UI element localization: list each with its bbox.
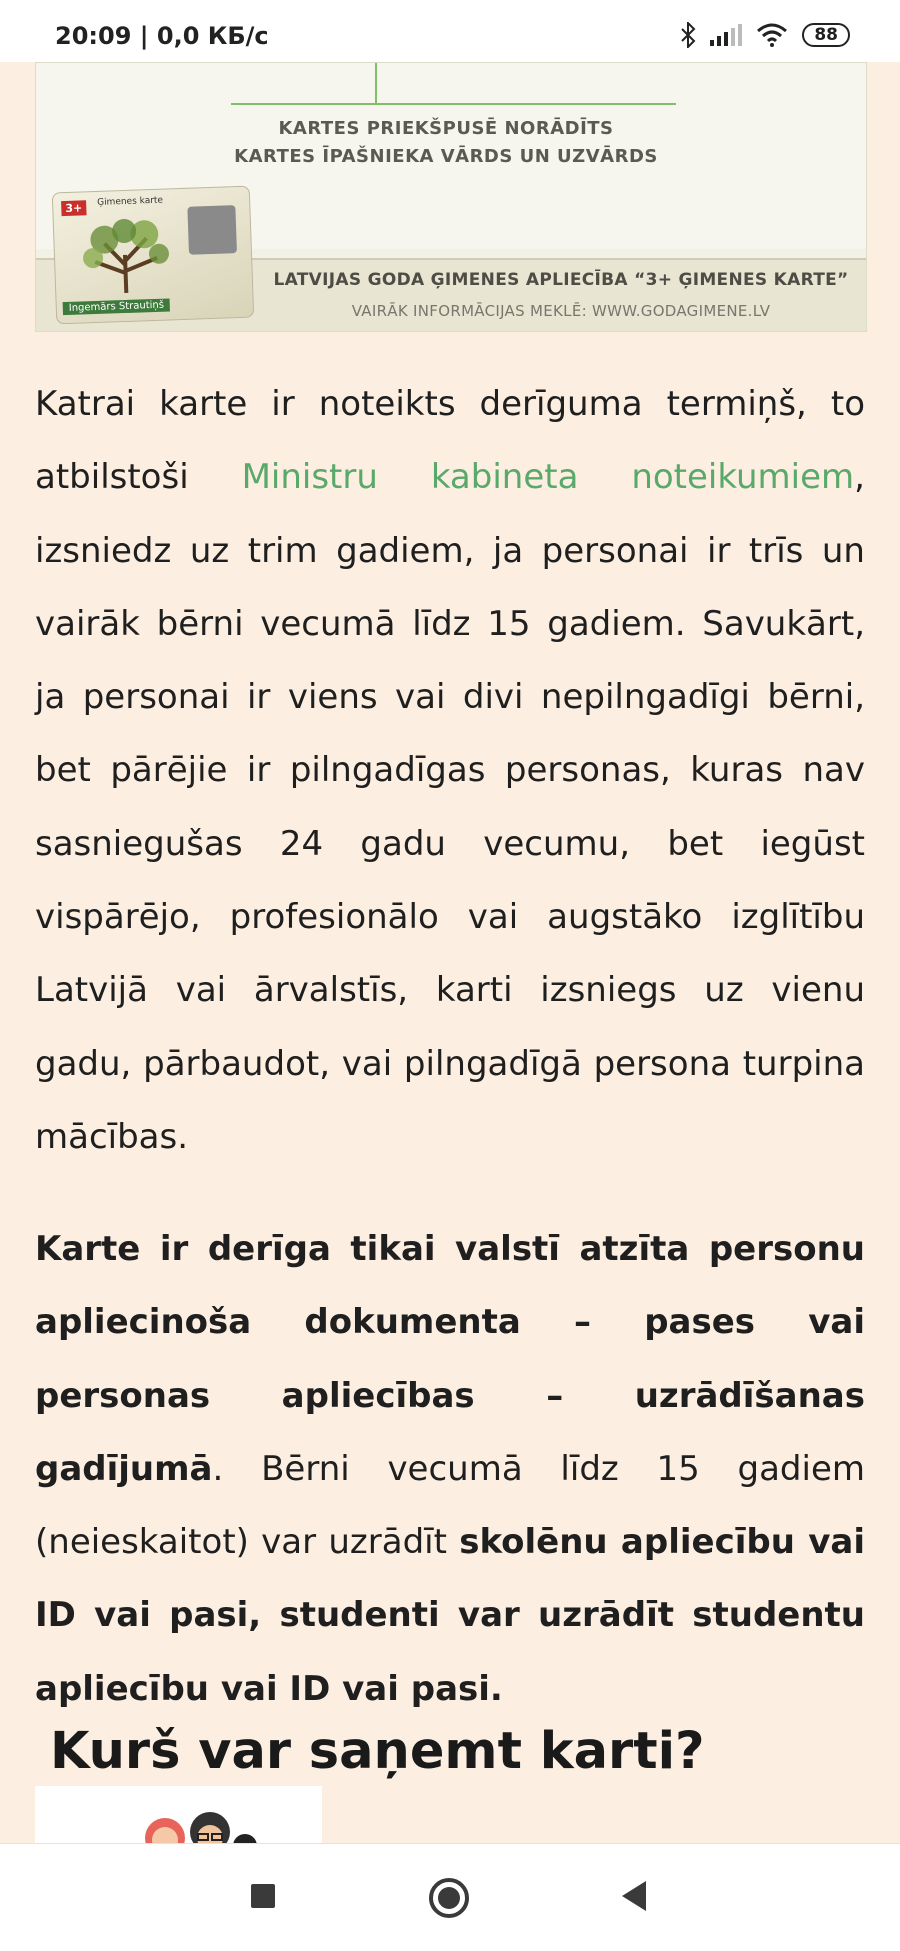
tree-icon	[74, 213, 177, 296]
ministry-regulations-link[interactable]: Ministru kabineta noteikumiem	[241, 457, 855, 498]
recents-button[interactable]	[249, 1882, 277, 1910]
article-paragraph-validity	[35, 368, 865, 1174]
card-emblem-icon	[187, 205, 237, 255]
bold-text: Karte ir derīga tikai valstī atzīta personu apliecinoša dokumenta – pases vai personas apliecības – uzrādīšanas gadījumā	[35, 1229, 865, 1489]
card-title: Ģimenes karte	[96, 195, 164, 208]
back-button[interactable]	[618, 1879, 648, 1913]
banner-callout-line	[375, 63, 377, 104]
banner-front-line: KARTES PRIEKŠPUSĒ NORĀDĪTS	[278, 118, 614, 139]
banner-front-text	[186, 115, 706, 171]
paragraph-text	[35, 368, 865, 1174]
home-button[interactable]	[428, 1877, 470, 1919]
section-heading: Kurš var saņemt karti?	[50, 1722, 705, 1781]
bold-text: skolēnu apliecību vai ID vai pasi, studenti var uzrādīt studentu apliecību vai ID vai pasi.	[35, 1522, 865, 1709]
wifi-icon	[756, 23, 788, 47]
banner-callout-line	[231, 103, 676, 105]
banner-caption-title: LATVIJAS GODA ĢIMENES APLIECĪBA “3+ ĢIMENES KARTE”	[273, 270, 849, 290]
signal-icon	[710, 24, 742, 46]
text-span: . Bērni vecumā līdz 15 gadiem (neieskaitot) var uzrādīt	[35, 1448, 865, 1563]
status-bar	[0, 0, 900, 62]
bluetooth-icon	[680, 22, 696, 48]
clock: 20:09	[55, 22, 132, 50]
paragraph-text	[35, 1213, 865, 1726]
status-time	[55, 22, 269, 50]
status-icons	[680, 22, 850, 48]
article-paragraph-document	[35, 1213, 865, 1726]
system-navigation-bar	[0, 1843, 900, 1951]
text-span: Katrai karte ir noteikts derīguma termiņš, to atbilstoši	[35, 384, 865, 498]
banner-caption-subtitle: VAIRĀK INFORMĀCIJAS MEKLĒ: WWW.GODAGIMENE.LV	[351, 302, 771, 320]
family-card-image	[52, 186, 254, 325]
card-badge: 3+	[61, 200, 86, 216]
network-speed: | 0,0 КБ/с	[139, 22, 269, 50]
banner-front-line: KARTES ĪPAŠNIEKA VĀRDS UN UZVĀRDS	[234, 146, 658, 167]
battery-indicator: 88	[802, 23, 850, 47]
family-card-banner	[35, 62, 867, 332]
card-holder-name: Ingemārs Strautiņš	[63, 298, 171, 315]
text-span: , izsniedz uz trim gadiem, ja personai ir trīs un vairāk bērni vecumā līdz 15 gadiem. Savukārt, ja personai ir viens vai divi nepilngadīgi bērni, bet pārējie ir pilngadīgas personas, kuras nav sasniegušas 24 gadu vecumu, bet iegūst vispārējo, profesionālo vai augstāko izglītību Latvijā vai ārvalstīs, karti izsniegs uz vienu gadu, pārbaudot, vai pilngadīgā persona turpina mācības.	[35, 457, 865, 1157]
